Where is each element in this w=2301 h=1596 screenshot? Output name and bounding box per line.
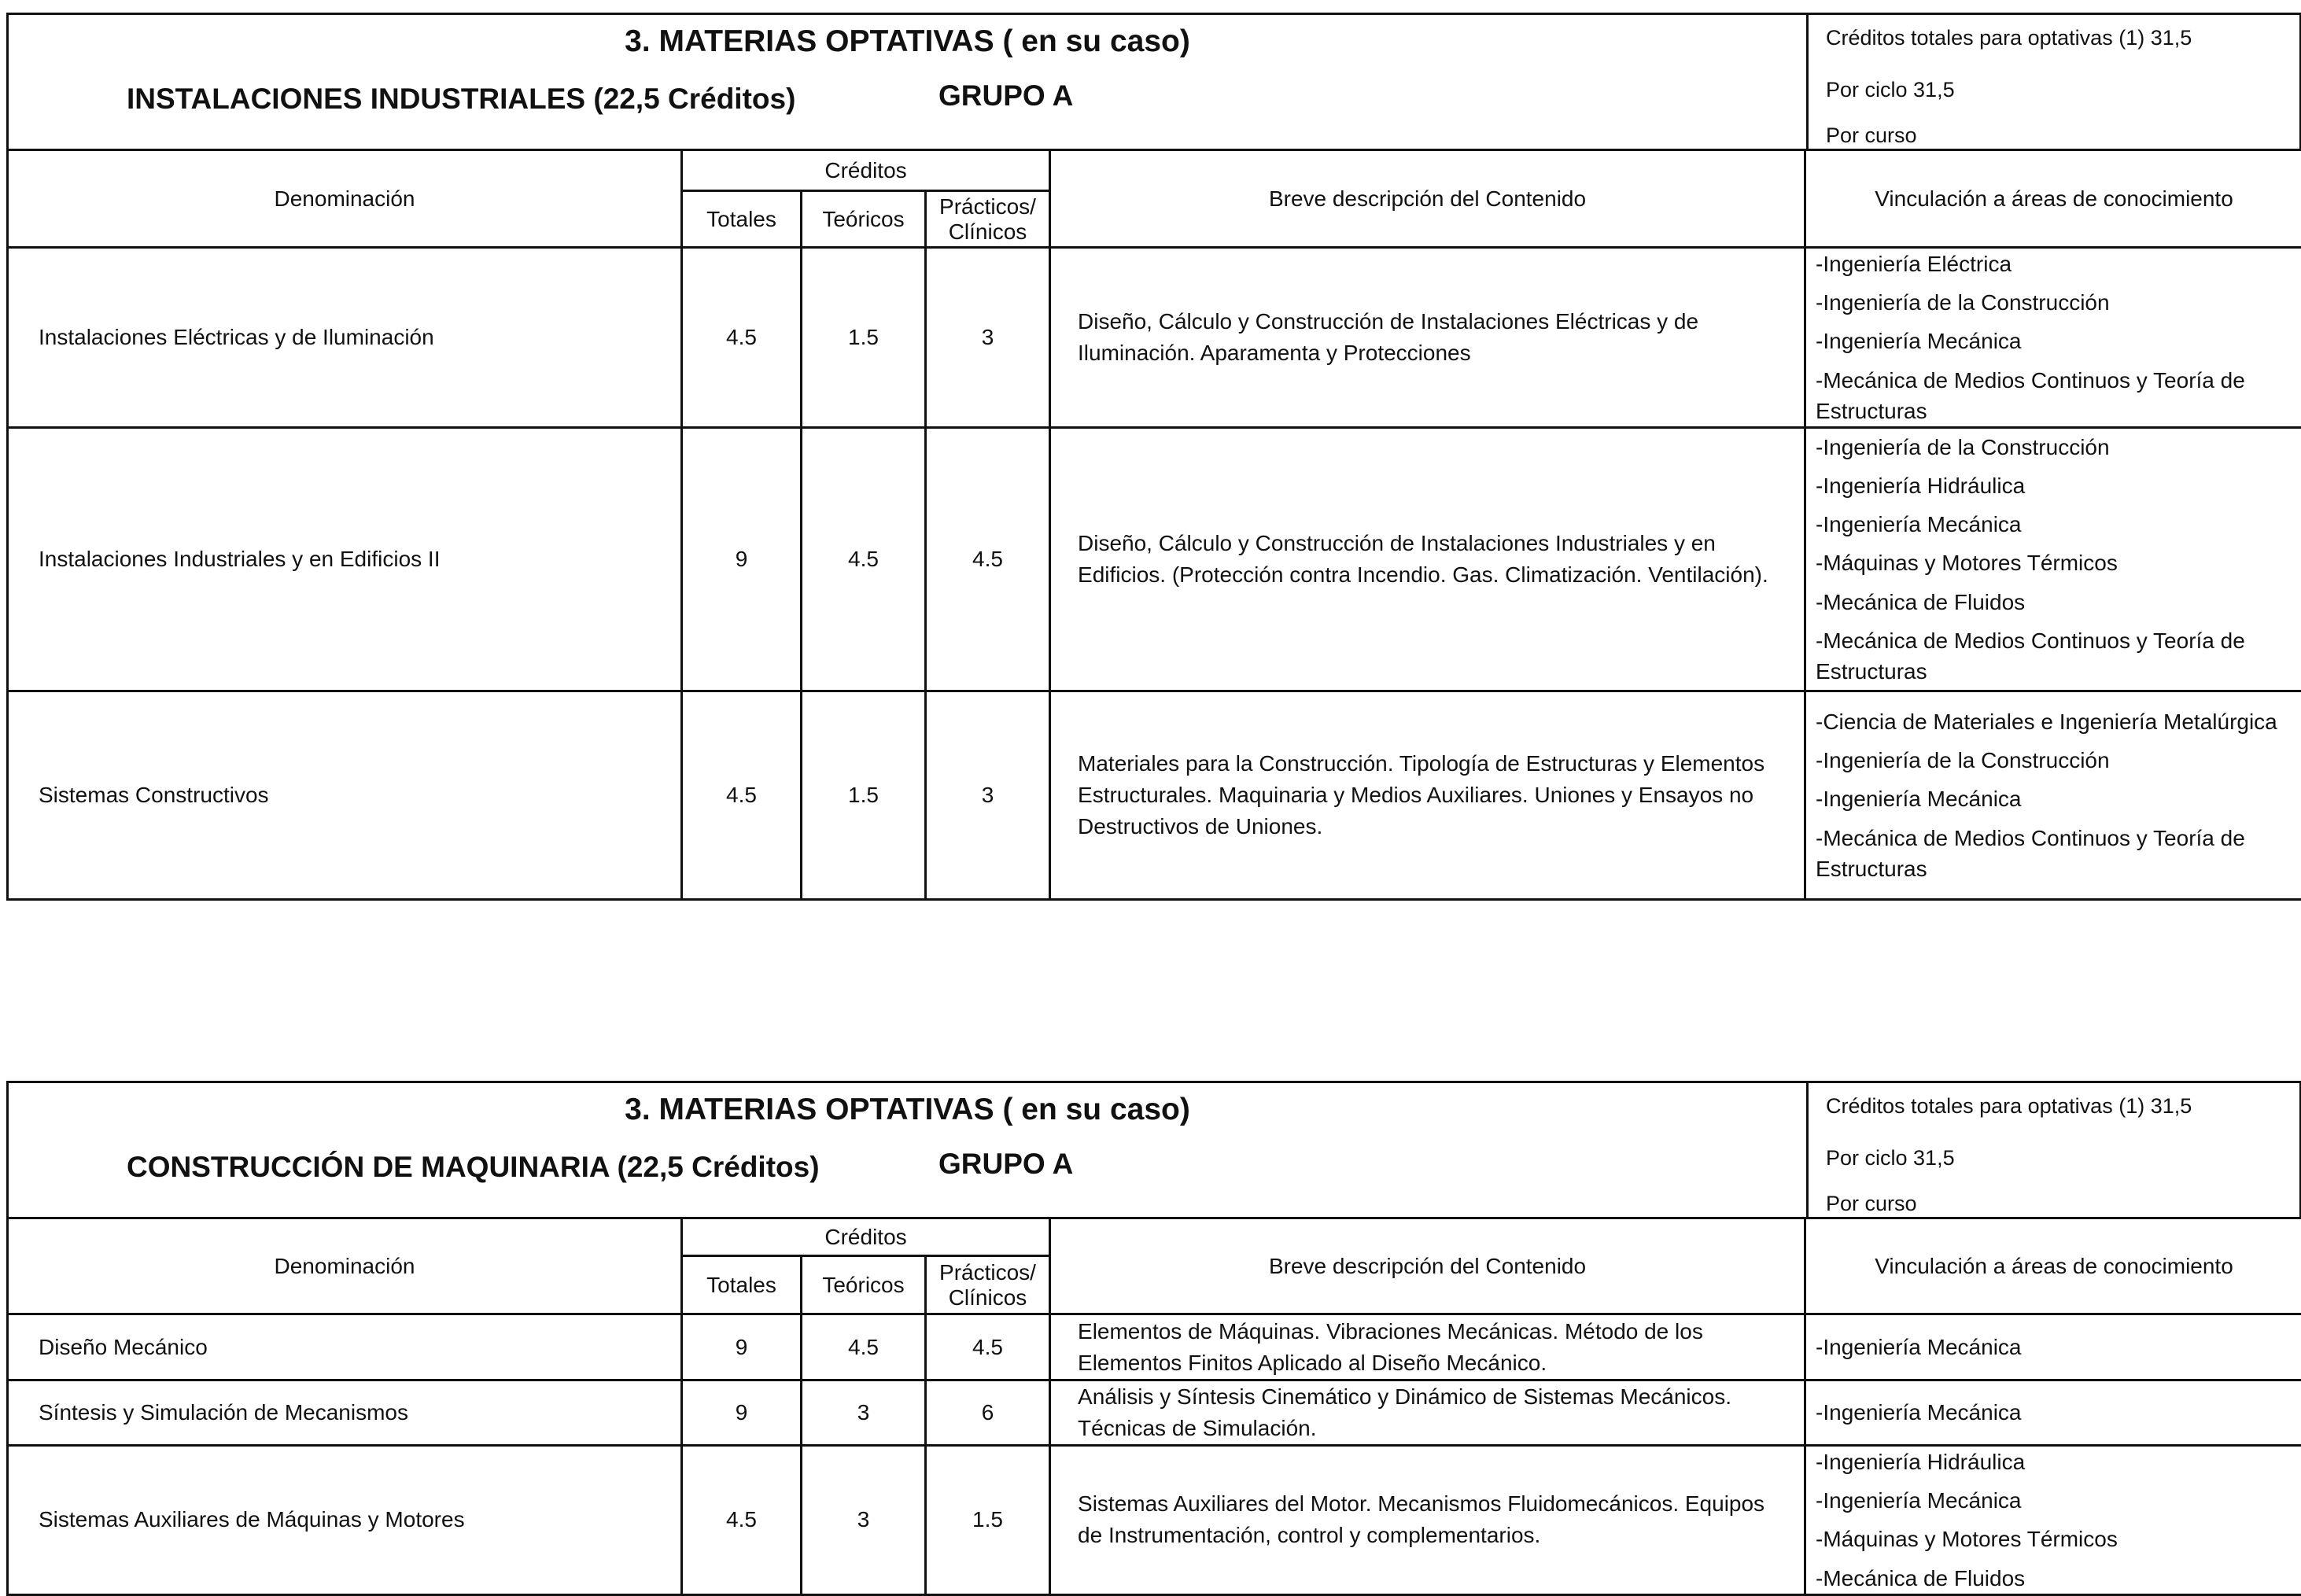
credits-practicos: 3 [926,248,1050,428]
credits-summary [1826,15,2290,149]
knowledge-area: -Ingeniería de la Construcción [1816,287,2295,318]
subject-name: Instalaciones Industriales y en Edificios II [8,427,682,691]
subject-description: Diseño, Cálculo y Construcción de Instalaciones Eléctricas y de Iluminación. Aparamenta y Protecciones [1050,248,1805,428]
knowledge-areas [1805,427,2301,691]
credits-total: Créditos totales para optativas (1) 31,5 [1826,26,2192,50]
knowledge-area: -Ingeniería Mecánica [1816,1332,2295,1362]
subject-name: Diseño Mecánico [8,1314,682,1380]
knowledge-areas [1805,1314,2301,1380]
knowledge-area: -Máquinas y Motores Térmicos [1816,1524,2295,1554]
group-label: GRUPO A [938,1148,1073,1181]
knowledge-area: -Ingeniería Hidráulica [1816,1447,2295,1477]
subject-description: Sistemas Auxiliares del Motor. Mecanismos Fluidomecánicos. Equipos de Instrumentación, control y complementarios. [1050,1446,1805,1595]
col-practicos: Prácticos/ Clínicos [926,191,1050,248]
knowledge-area: -Máquinas y Motores Térmicos [1816,547,2295,578]
table-row [8,691,2301,899]
knowledge-area: -Ingeniería Mecánica [1816,1397,2295,1428]
knowledge-area: -Mecánica de Fluidos [1816,1563,2295,1594]
credits-totales: 4.5 [682,1446,802,1595]
knowledge-areas [1805,1446,2301,1595]
knowledge-area: -Ciencia de Materiales e Ingeniería Metalúrgica [1816,706,2295,737]
knowledge-area: -Mecánica de Medios Continuos y Teoría de Estructuras [1816,823,2295,884]
subject-name: Sistemas Constructivos [8,691,682,899]
knowledge-area: -Ingeniería Eléctrica [1816,249,2295,279]
knowledge-area: -Ingeniería de la Construcción [1816,432,2295,463]
credits-course: Por curso [1826,1192,1917,1216]
subject-description: Elementos de Máquinas. Vibraciones Mecánicas. Método de los Elementos Finitos Aplicado al Diseño Mecánico. [1050,1314,1805,1380]
table-row [8,1446,2301,1595]
knowledge-area: -Mecánica de Fluidos [1816,587,2295,617]
col-creditos: Créditos [682,150,1050,191]
knowledge-area: -Ingeniería de la Construcción [1816,745,2295,776]
table-row [8,248,2301,428]
credits-practicos: 3 [926,691,1050,899]
col-vinculacion: Vinculación a áreas de conocimiento [1805,150,2301,248]
group-title: CONSTRUCCIÓN DE MAQUINARIA (22,5 Créditos) [127,1151,820,1184]
col-totales: Totales [682,1256,802,1314]
table-row [8,1314,2301,1380]
credits-practicos: 4.5 [926,427,1050,691]
credits-practicos: 4.5 [926,1314,1050,1380]
group-header [6,1081,2301,1217]
col-practicos: Prácticos/ Clínicos [926,1256,1050,1314]
subject-description: Materiales para la Construcción. Tipología de Estructuras y Elementos Estructurales. Maquinaria y Medios Auxiliares. Uniones y Ensayos no Destructivos de Uniones. [1050,691,1805,899]
col-denominacion: Denominación [8,150,682,248]
subjects-table [6,1217,2301,1596]
credits-cycle: Por ciclo 31,5 [1826,1146,1955,1170]
credits-practicos: 1.5 [926,1446,1050,1595]
optativas-group-1 [6,13,2301,901]
section-title: 3. MATERIAS OPTATIVAS ( en su caso) [9,24,1806,59]
knowledge-area: -Ingeniería Hidráulica [1816,470,2295,501]
knowledge-areas [1805,1380,2301,1446]
optativas-group-2 [6,1081,2301,1596]
subject-name: Instalaciones Eléctricas y de Iluminación [8,248,682,428]
group-label: GRUPO A [938,79,1073,112]
credits-summary [1826,1083,2290,1217]
subject-name: Sistemas Auxiliares de Máquinas y Motores [8,1446,682,1595]
knowledge-area: -Ingeniería Mecánica [1816,509,2295,540]
group-header-main [9,15,1809,149]
col-totales: Totales [682,191,802,248]
col-descripcion: Breve descripción del Contenido [1050,1218,1805,1314]
subject-name: Síntesis y Simulación de Mecanismos [8,1380,682,1446]
credits-total: Créditos totales para optativas (1) 31,5 [1826,1094,2192,1119]
credits-course: Por curso [1826,123,1917,148]
col-creditos: Créditos [682,1218,1050,1256]
knowledge-areas [1805,248,2301,428]
col-vinculacion: Vinculación a áreas de conocimiento [1805,1218,2301,1314]
credits-teoricos: 3 [802,1446,926,1595]
credits-teoricos: 1.5 [802,248,926,428]
group-header-main [9,1083,1809,1217]
knowledge-area: -Mecánica de Medios Continuos y Teoría de Estructuras [1816,625,2295,687]
credits-totales: 9 [682,1380,802,1446]
knowledge-area: -Ingeniería Mecánica [1816,1485,2295,1516]
knowledge-areas [1805,691,2301,899]
credits-totales: 4.5 [682,691,802,899]
credits-teoricos: 3 [802,1380,926,1446]
col-descripcion: Breve descripción del Contenido [1050,150,1805,248]
table-row [8,427,2301,691]
col-teoricos: Teóricos [802,191,926,248]
credits-teoricos: 4.5 [802,427,926,691]
subjects-table [6,149,2301,901]
knowledge-area: -Mecánica de Medios Continuos y Teoría de Estructuras [1816,365,2295,426]
credits-cycle: Por ciclo 31,5 [1826,78,1955,102]
group-title: INSTALACIONES INDUSTRIALES (22,5 Créditos) [127,83,795,116]
table-row [8,1380,2301,1446]
group-header [6,13,2301,149]
credits-practicos: 6 [926,1380,1050,1446]
credits-totales: 9 [682,427,802,691]
credits-teoricos: 1.5 [802,691,926,899]
credits-totales: 9 [682,1314,802,1380]
knowledge-area: -Ingeniería Mecánica [1816,326,2295,356]
section-title: 3. MATERIAS OPTATIVAS ( en su caso) [9,1093,1806,1127]
subject-description: Análisis y Síntesis Cinemático y Dinámico de Sistemas Mecánicos. Técnicas de Simulación. [1050,1380,1805,1446]
knowledge-area: -Ingeniería Mecánica [1816,783,2295,814]
credits-teoricos: 4.5 [802,1314,926,1380]
credits-totales: 4.5 [682,248,802,428]
col-denominacion: Denominación [8,1218,682,1314]
subject-description: Diseño, Cálculo y Construcción de Instalaciones Industriales y en Edificios. (Protección contra Incendio. Gas. Climatización. Ventilación). [1050,427,1805,691]
col-teoricos: Teóricos [802,1256,926,1314]
